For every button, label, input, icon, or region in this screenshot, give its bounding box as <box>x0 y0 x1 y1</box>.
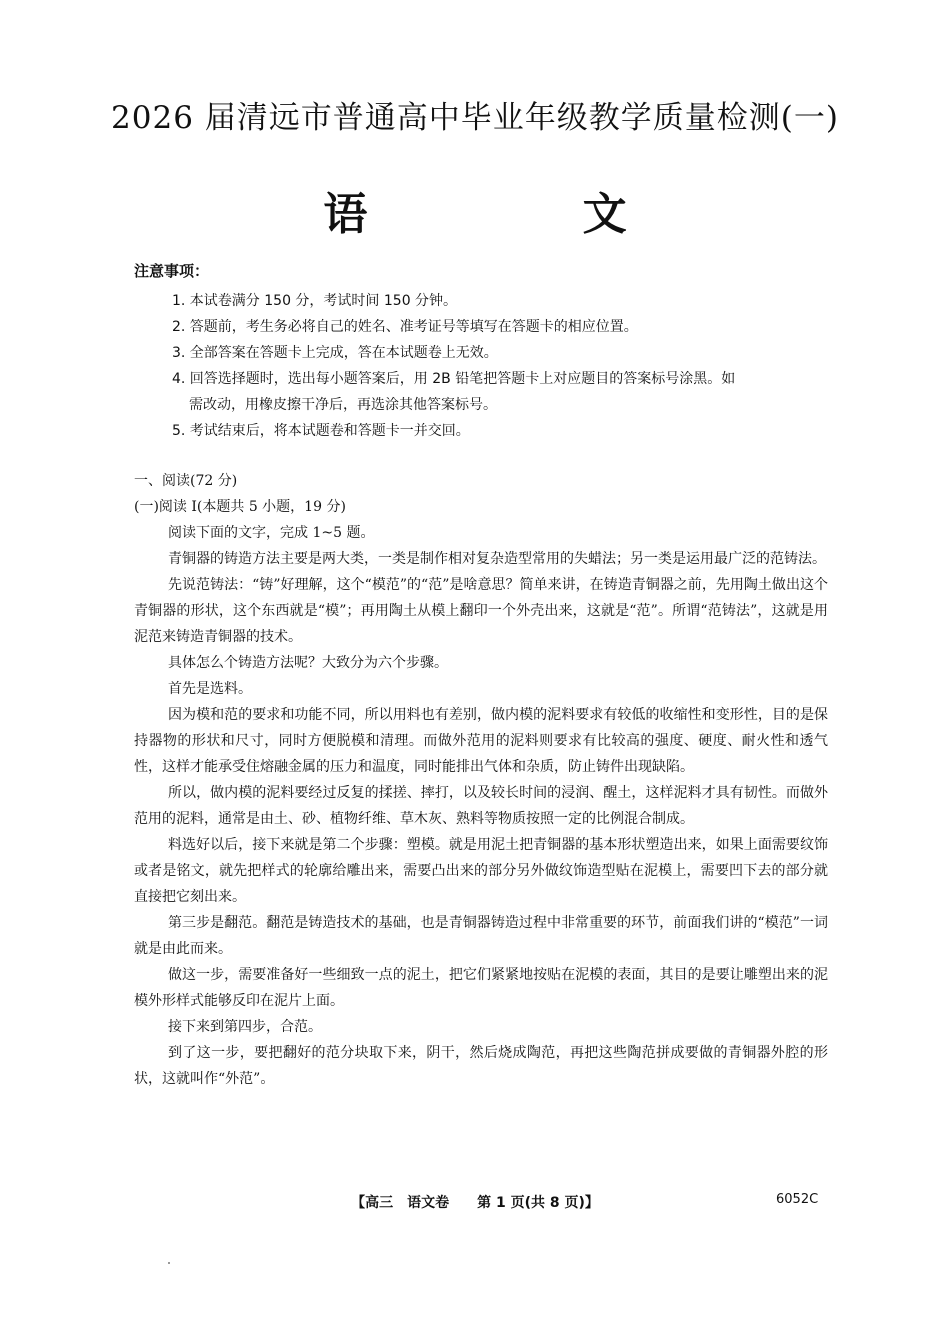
article-paragraph: 第三步是翻范。翻范是铸造技术的基础，也是青铜器铸造过程中非常重要的环节，前面我们讲的“模范”一词就是由此而来。 <box>134 915 828 957</box>
article-paragraph: 先说范铸法：“铸”好理解，这个“模范”的“范”是啥意思？简单来讲，在铸造青铜器之前，先用陶土做出这个青铜器的形状，这个东西就是“模”；再用陶土从模上翻印一个外壳出来，这就是“范”。所谓“范铸法”，这就是用泥范来铸造青铜器的技术。 <box>134 577 828 645</box>
article-paragraph: 料选好以后，接下来就是第二个步骤：塑模。就是用泥土把青铜器的基本形状塑造出来，如果上面需要纹饰或者是铭文，就先把样式的轮廓给雕出来，需要凸出来的部分另外做纹饰造型贴在泥模上，需要凹下去的部分就直接把它刻出来。 <box>134 837 828 905</box>
notice-item: 5. 考试结束后，将本试题卷和答题卡一并交回。 <box>172 423 470 439</box>
notice-item: 1. 本试卷满分 150 分，考试时间 150 分钟。 <box>172 293 458 309</box>
article-paragraph: 因为模和范的要求和功能不同，所以用料也有差别，做内模的泥料要求有较低的收缩性和变形性，目的是保持器物的形状和尺寸，同时方便脱模和清理。而做外范用的泥料则要求有比较高的强度、硬度、耐火性和透气性，这样才能承受住熔融金属的压力和温度，同时能排出气体和杂质，防止铸件出现缺陷。 <box>134 707 828 775</box>
article-paragraph: 具体怎么个铸造方法呢？大致分为六个步骤。 <box>168 655 448 671</box>
article-body <box>134 520 828 1092</box>
page-title: 2026 届清远市普通高中毕业年级教学质量检测(一) <box>111 100 839 136</box>
notice-list <box>172 288 832 444</box>
article-paragraph: 所以，做内模的泥料要经过反复的揉搓、摔打，以及较长时间的浸润、醒土，这样泥料才具有韧性。而做外范用的泥料，通常是由土、砂、植物纤维、草木灰、熟料等物质按照一定的比例混合制成。 <box>134 785 828 827</box>
notice-item: 3. 全部答案在答题卡上完成，答在本试题卷上无效。 <box>172 345 498 361</box>
article-paragraph: 到了这一步，要把翻好的范分块取下来，阴干，然后烧成陶范，再把这些陶范拼成要做的青铜器外腔的形状，这就叫作“外范”。 <box>134 1045 828 1087</box>
article-paragraph: 青铜器的铸造方法主要是两大类，一类是制作相对复杂造型常用的失蜡法；另一类是运用最广泛的范铸法。 <box>168 551 826 567</box>
subject-title: 语 文 <box>323 189 727 240</box>
notice-item: 4. 回答选择题时，选出每小题答案后，用 2B 铅笔把答题卡上对应题目的答案标号涂黑。如 <box>172 371 736 387</box>
notice-item: 2. 答题前，考生务必将自己的姓名、准考证号等填写在答题卡的相应位置。 <box>172 319 638 335</box>
page-footer-code: 6052C <box>776 1192 819 1207</box>
notice-heading: 注意事项： <box>134 262 210 280</box>
page-footer-label: 【高三 语文卷 第 1 页(共 8 页)】 <box>351 1195 599 1211</box>
notice-item-continuation: 需改动，用橡皮擦干净后，再选涂其他答案标号。 <box>189 397 497 413</box>
scan-mark <box>168 1262 170 1264</box>
section-heading: 一、阅读(72 分) <box>134 473 238 489</box>
article-instruction: 阅读下面的文字，完成 1~5 题。 <box>168 525 375 541</box>
article-paragraph: 做这一步，需要准备好一些细致一点的泥土，把它们紧紧地按贴在泥模的表面，其目的是要让雕塑出来的泥模外形样式能够反印在泥片上面。 <box>134 967 828 1009</box>
subsection-heading: (一)阅读 I(本题共 5 小题，19 分) <box>134 499 346 515</box>
article-paragraph: 接下来到第四步，合范。 <box>168 1019 322 1035</box>
article-paragraph: 首先是选料。 <box>168 681 252 697</box>
